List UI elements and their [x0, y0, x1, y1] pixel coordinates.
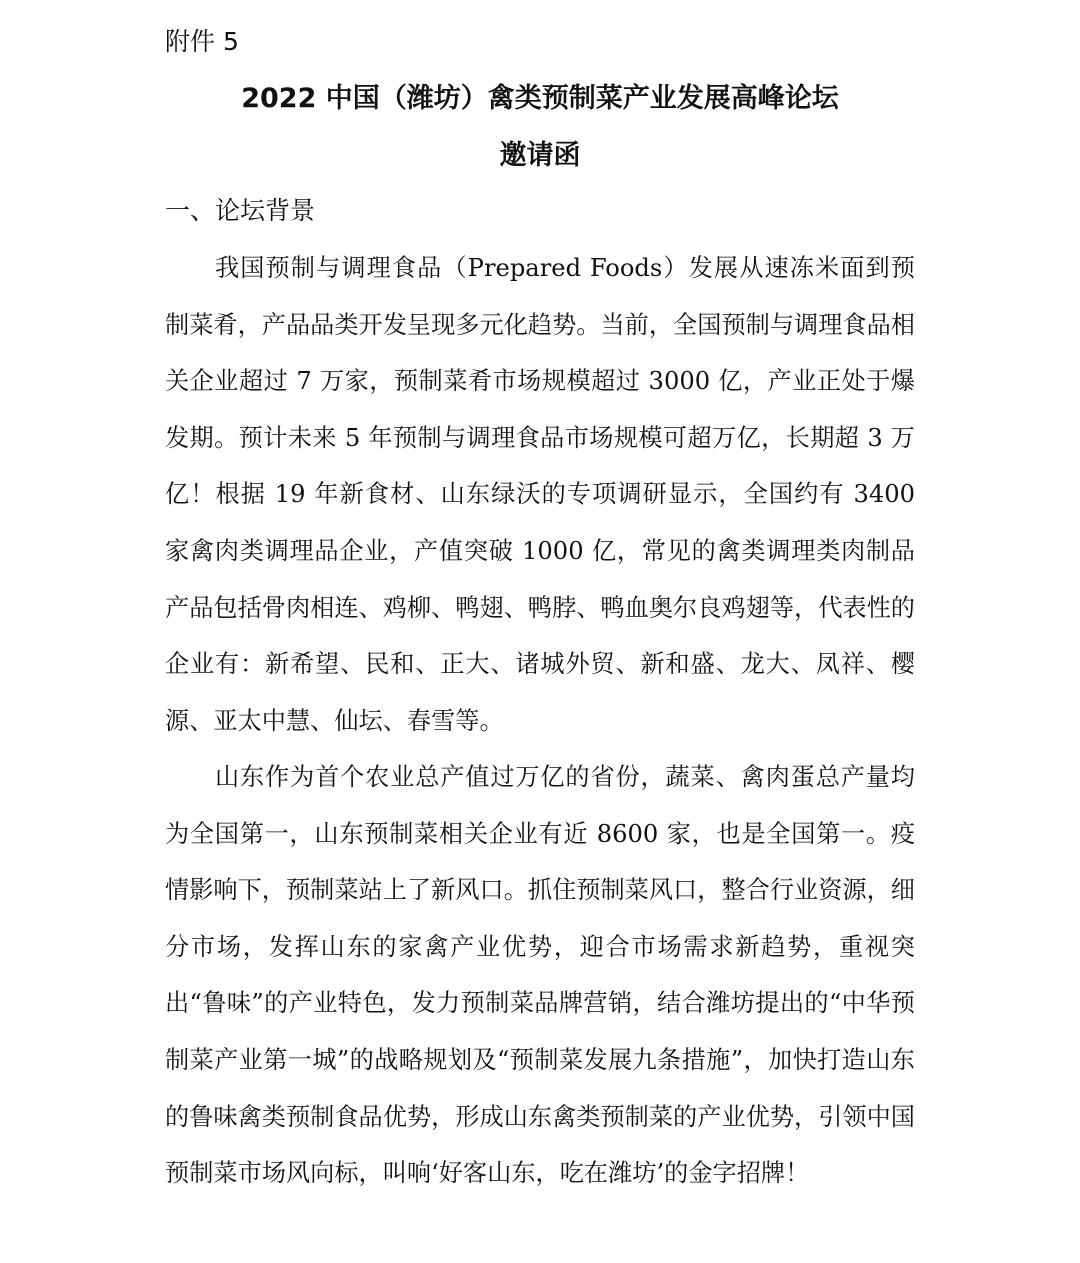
attachment-label: 附件 5: [165, 27, 239, 56]
paragraph-background-1: 我国预制与调理食品（Prepared Foods）发展从速冻米面到预制菜肴，产品品类开发呈现多元化趋势。当前，全国预制与调理食品相关企业超过 7 万家，预制菜肴市场规模超过 3000 亿，产业正处于爆发期。预计未来 5 年预制与调理食品市场规模可超万亿，长期超 3 万亿！根据 19 年新食材、山东绿沃的专项调研显示，全国约有 3400 家禽肉类调理品企业，产值突破 1000 亿，常见的禽类调理类肉制品产品包括骨肉相连、鸡柳、鸭翅、鸭脖、鸭血奥尔良鸡翅等，代表性的企业有：新希望、民和、正大、诸城外贸、新和盛、龙大、凤祥、樱源、亚太中慧、仙坛、春雪等。: [165, 254, 915, 735]
document-title: 2022 中国（潍坊）禽类预制菜产业发展高峰论坛: [241, 83, 839, 114]
document-subtitle: 邀请函: [499, 140, 581, 171]
paragraph-background-2: 山东作为首个农业总产值过万亿的省份，蔬菜、禽肉蛋总产量均为全国第一，山东预制菜相关企业有近 8600 家，也是全国第一。疫情影响下，预制菜站上了新风口。抓住预制菜风口，整合行业资源，细分市场，发挥山东的家禽产业优势，迎合市场需求新趋势，重视突出“鲁味”的产业特色，发力预制菜品牌营销，结合潍坊提出的“中华预制菜产业第一城”的战略规划及“预制菜发展九条措施”，加快打造山东的鲁味禽类预制食品优势，形成山东禽类预制菜的产业优势，引领中国预制菜市场风向标，叫响‘好客山东，吃在潍坊’的金字招牌！: [165, 763, 915, 1188]
section-heading: 一、论坛背景: [165, 196, 316, 225]
